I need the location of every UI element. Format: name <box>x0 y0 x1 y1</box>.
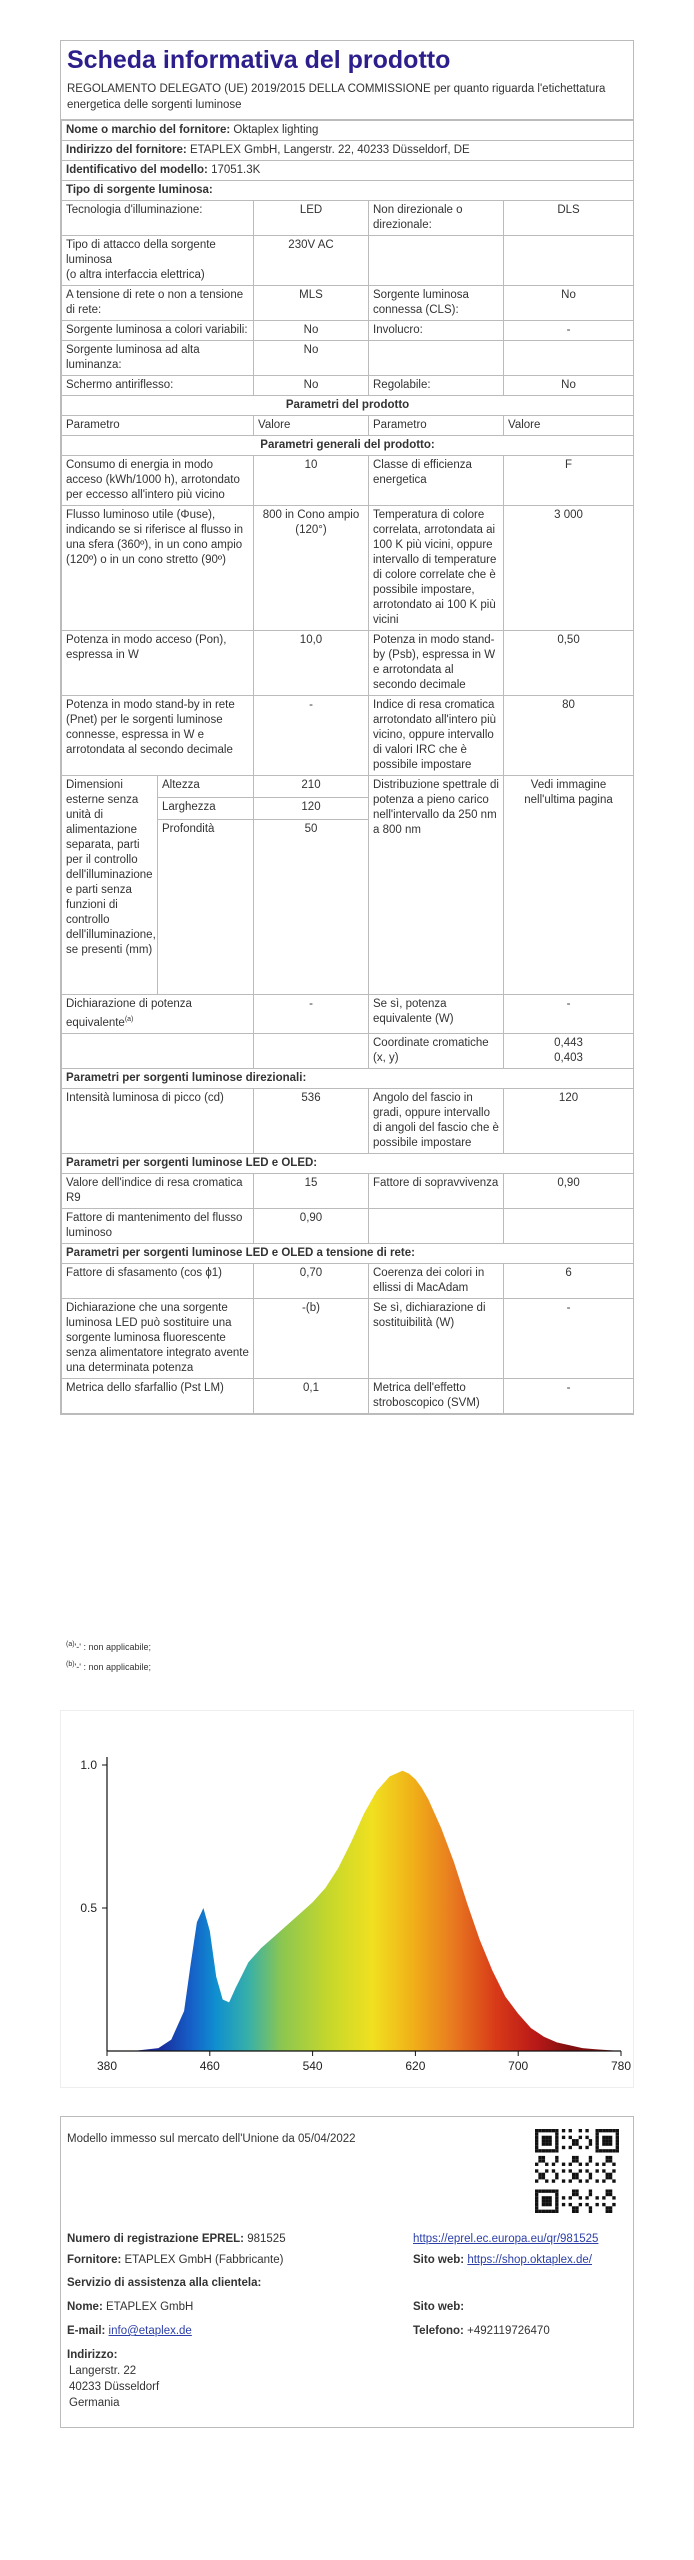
param-label: Metrica dell'effetto stroboscopico (SVM) <box>369 1378 504 1413</box>
source-type-row <box>62 321 634 341</box>
dimension-width: 120 <box>254 798 369 820</box>
param-label: Se sì, dichiarazione di sostituibilità (W) <box>369 1298 504 1378</box>
general-param-rows <box>62 456 634 776</box>
page-title: Scheda informativa del prodotto <box>67 46 451 74</box>
source-type-row <box>62 286 634 321</box>
y-tick-label: 0.5 <box>80 1901 97 1915</box>
column-header-row: Parametro Valore Parametro Valore <box>62 416 634 436</box>
section-source-type: Tipo di sorgente luminosa: <box>62 181 634 201</box>
supplier-name: Oktaplex lighting <box>233 124 319 136</box>
source-type-row <box>62 201 634 236</box>
param-label <box>369 1208 504 1243</box>
mains-param-row <box>62 1263 634 1298</box>
param-label <box>369 341 504 376</box>
param-label: Sorgente luminosa a colori variabili: <box>62 321 254 341</box>
param-label: Metrica dello sfarfallio (Pst LM) <box>62 1378 254 1413</box>
source-type-row <box>62 341 634 376</box>
param-label: Dichiarazione che una sorgente luminosa LED può sostituire una sorgente luminosa fluorescente senza alimentatore integrato avente una determinata potenza <box>62 1298 254 1378</box>
param-value: 0,70 <box>254 1263 369 1298</box>
param-label: Potenza in modo stand-by (Psb), espressa in W e arrotondata al secondo decimale <box>369 631 504 696</box>
param-label: Potenza in modo acceso (Pon), espressa in W <box>62 631 254 696</box>
qr-code-icon[interactable] <box>535 2129 619 2213</box>
param-label: Flusso luminoso utile (Φuse), indicando se si riferisce al flusso in una sfera (360º), in un cono ampio (120º) o in un cono stretto (90º) <box>62 506 254 631</box>
footer-supplier: ETAPLEX GmbH (Fabbricante) <box>124 2254 284 2266</box>
param-value: 0,1 <box>254 1378 369 1413</box>
dimension-height: 210 <box>254 776 369 798</box>
dimension-depth: 50 <box>254 820 369 995</box>
param-label: Tecnologia d'illuminazione: <box>62 201 254 236</box>
phone-number: +492119726470 <box>467 2325 550 2337</box>
section-directional: Parametri per sorgenti luminose direzionali: <box>62 1068 634 1088</box>
section-mains: Parametri per sorgenti luminose LED e OLED a tensione di rete: <box>62 1243 634 1263</box>
market-date: Modello immesso sul mercato dell'Unione da 05/04/2022 <box>67 2133 356 2145</box>
param-label: Valore dell'indice di resa cromatica R9 <box>62 1173 254 1208</box>
eprel-link[interactable]: https://eprel.ec.europa.eu/qr/981525 <box>413 2233 599 2245</box>
general-param-row <box>62 696 634 776</box>
param-value: - <box>504 321 634 341</box>
x-tick-label: 460 <box>199 2059 220 2073</box>
param-value: - <box>504 1298 634 1378</box>
param-label: Schermo antiriflesso: <box>62 376 254 396</box>
param-value: No <box>254 321 369 341</box>
section-product-params: Parametri del prodotto <box>62 396 634 416</box>
mains-param-rows <box>62 1263 634 1413</box>
supplier-name-row: Nome o marchio del fornitore: Oktaplex lighting <box>62 121 634 141</box>
x-tick-label: 540 <box>302 2059 323 2073</box>
param-value: 6 <box>504 1263 634 1298</box>
footnote-b: $^{(b)}$'-' : non applicabile; <box>66 1661 152 1672</box>
spectrum-svg <box>61 1711 633 2087</box>
source-type-row <box>62 376 634 396</box>
param-value: MLS <box>254 286 369 321</box>
mains-param-row <box>62 1378 634 1413</box>
param-value: No <box>254 341 369 376</box>
model-id: 17051.3K <box>211 164 261 176</box>
supplier-address-row: Indirizzo del fornitore: ETAPLEX GmbH, Langerstr. 22, 40233 Düsseldorf, DE <box>62 141 634 161</box>
param-value: DLS <box>504 201 634 236</box>
footnote-a: $^{(a)}$'-' : non applicabile; <box>66 1641 152 1652</box>
param-value: No <box>504 286 634 321</box>
footnotes <box>66 1636 151 1676</box>
y-tick-label: 1.0 <box>80 1758 97 1772</box>
param-value: LED <box>254 201 369 236</box>
param-value <box>504 236 634 286</box>
regulation-text: REGOLAMENTO DELEGATO (UE) 2019/2015 DELLA COMMISSIONE per quanto riguarda l'etichettatura energetica delle sorgenti luminose <box>61 79 633 120</box>
general-param-row <box>62 506 634 631</box>
param-value: - <box>254 696 369 776</box>
x-tick-label: 780 <box>610 2059 632 2073</box>
param-label: Involucro: <box>369 321 504 341</box>
param-label <box>369 236 504 286</box>
x-tick-label: 700 <box>508 2059 529 2073</box>
dimensions-label: Dimensioni esterne senza unità di alimentazione separata, parti per il controllo dell'illuminazione e parti senza funzioni di controllo dell'illuminazione, se presenti (mm) <box>62 776 158 995</box>
directional-row: Intensità luminosa di picco (cd) 536 Angolo del fascio in gradi, oppure intervallo di angoli del fascio che è possibile impostare 120 <box>62 1088 634 1153</box>
equivalent-power-row: Dichiarazione di potenza equivalente$^{(a)}$ - Se sì, potenza equivalente (W) - <box>62 995 634 1034</box>
param-label: Potenza in modo stand-by in rete (Pnet) per le sorgenti luminose connesse, espressa in W e arrotondata al secondo decimale <box>62 696 254 776</box>
param-value: - <box>504 1378 634 1413</box>
param-value: F <box>504 456 634 506</box>
address-line-2: 40233 Düsseldorf <box>69 2381 160 2393</box>
dimensions-row-height: Dimensioni esterne senza unità di alimentazione separata, parti per il controllo dell'illuminazione e parti senza funzioni di controllo dell'illuminazione, se presenti (mm) Altezza 210 Distribuzione spettrale di potenza a pieno carico nell'intervallo da 250 nm a 800 nm Vedi immagine nell'ultima pagina <box>62 776 634 798</box>
led-param-row <box>62 1208 634 1243</box>
website-link[interactable]: https://shop.oktaplex.de/ <box>467 2254 592 2266</box>
product-table <box>61 120 634 1414</box>
dimensions-row-width: Larghezza 120 <box>62 798 634 820</box>
param-value: 80 <box>504 696 634 776</box>
section-led: Parametri per sorgenti luminose LED e OLED: <box>62 1153 634 1173</box>
param-value: -(b) <box>254 1298 369 1378</box>
param-label: Tipo di attacco della sorgente luminosa (o altra interfaccia elettrica) <box>62 236 254 286</box>
param-label: Sorgente luminosa ad alta luminanza: <box>62 341 254 376</box>
chroma-x: 0,443 <box>554 1036 583 1049</box>
supplier-address: ETAPLEX GmbH, Langerstr. 22, 40233 Düsseldorf, DE <box>189 144 470 156</box>
source-type-rows <box>62 201 634 396</box>
chroma-y: 0,403 <box>554 1051 583 1064</box>
eprel-number: 981525 <box>247 2233 286 2245</box>
param-label: A tensione di rete o non a tensione di rete: <box>62 286 254 321</box>
param-value <box>504 341 634 376</box>
param-value: 230V AC <box>254 236 369 286</box>
address-label: Indirizzo: <box>67 2349 118 2361</box>
mains-param-row <box>62 1298 634 1378</box>
param-label: Indice di resa cromatica arrotondato all'intero più vicino, oppure intervallo di valori IRC che è possibile impostare <box>369 696 504 776</box>
led-param-rows <box>62 1173 634 1243</box>
param-value: 0,90 <box>504 1173 634 1208</box>
address-line-1: Langerstr. 22 <box>69 2365 137 2377</box>
param-label: Fattore di sopravvivenza <box>369 1173 504 1208</box>
x-tick-label: 620 <box>405 2059 426 2073</box>
model-row: Identificativo del modello: 17051.3K <box>62 161 634 181</box>
param-value: No <box>254 376 369 396</box>
spd-label: Distribuzione spettrale di potenza a pieno carico nell'intervallo da 250 nm a 800 nm <box>369 776 504 995</box>
param-value: 0,50 <box>504 631 634 696</box>
param-value: 800 in Cono ampio (120°) <box>254 506 369 631</box>
param-label: Classe di efficienza energetica <box>369 456 504 506</box>
param-value: 0,90 <box>254 1208 369 1243</box>
source-type-row <box>62 236 634 286</box>
param-label: Fattore di sfasamento (cos ϕ1) <box>62 1263 254 1298</box>
param-label: Consumo di energia in modo acceso (kWh/1000 h), arrotondato per eccesso all'intero più vicino <box>62 456 254 506</box>
eprel-footer: Modello immesso sul mercato dell'Unione da 05/04/2022 Numero di registrazione EPREL: 981525 https://eprel.ec.europa.eu/qr/981525 Fornitore: ETAPLEX GmbH (Fabbricante) Sito web: https://shop.oktaplex.de/ Servizio di assistenza alla clientela: Nome: ETAPLEX GmbH Sito web: E-mail: info@etaplex.de Telefono: +492119726470 Indirizzo: Langerstr. 22 40233 Düsseldorf Germania <box>60 2116 634 2428</box>
param-label: Non direzionale o direzionale: <box>369 201 504 236</box>
spd-value: Vedi immagine nell'ultima pagina <box>504 776 634 995</box>
param-label: Sorgente luminosa connessa (CLS): <box>369 286 504 321</box>
spectrum-area <box>107 1771 621 2051</box>
general-param-row <box>62 456 634 506</box>
param-value: 3 000 <box>504 506 634 631</box>
email-link[interactable]: info@etaplex.de <box>108 2325 192 2337</box>
general-param-row <box>62 631 634 696</box>
service-name: ETAPLEX GmbH <box>105 2301 194 2313</box>
param-value <box>504 1208 634 1243</box>
spectral-distribution-chart <box>60 1710 634 2088</box>
customer-service-label: Servizio di assistenza alla clientela: <box>67 2277 262 2289</box>
param-value: 10 <box>254 456 369 506</box>
param-value: 15 <box>254 1173 369 1208</box>
dimensions-row-depth: Profondità 50 <box>62 820 634 995</box>
chromaticity-row: Coordinate cromatiche (x, y) 0,443 0,403 <box>62 1033 634 1068</box>
address-line-3: Germania <box>69 2397 120 2409</box>
x-tick-label: 380 <box>96 2059 118 2073</box>
param-label: Regolabile: <box>369 376 504 396</box>
param-value: No <box>504 376 634 396</box>
param-label: Coerenza dei colori in ellissi di MacAdam <box>369 1263 504 1298</box>
param-label: Fattore di mantenimento del flusso luminoso <box>62 1208 254 1243</box>
product-information-sheet <box>60 40 634 1415</box>
service-website-label: Sito web: <box>413 2301 465 2313</box>
section-general-params: Parametri generali del prodotto: <box>62 436 634 456</box>
led-param-row <box>62 1173 634 1208</box>
param-label: Temperatura di colore correlata, arrotondata ai 100 K più vicini, oppure intervallo di temperature di colore correlate che è possibile impostare, arrotondato ai 100 K più vicini <box>369 506 504 631</box>
param-value: 10,0 <box>254 631 369 696</box>
